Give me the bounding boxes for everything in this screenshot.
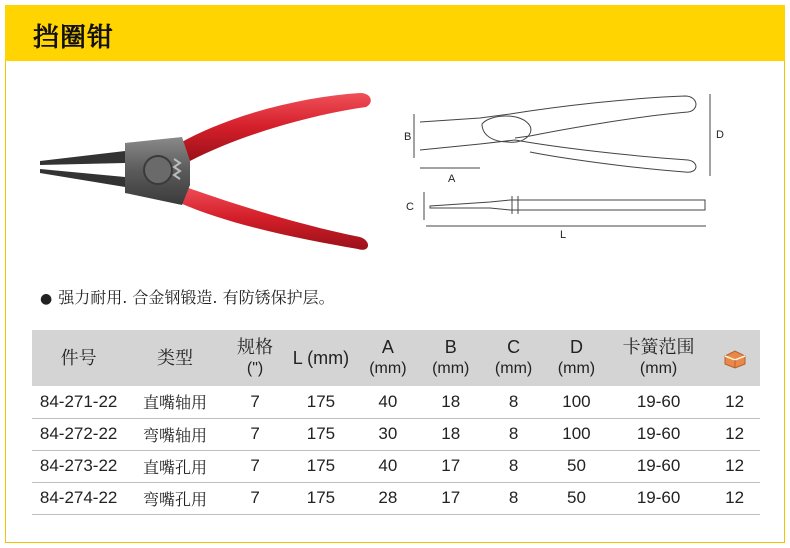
cell-size: 7 (225, 418, 286, 450)
header-type: 类型 (125, 330, 224, 386)
cell-part-no: 84-273-22 (32, 450, 125, 482)
cell-c: 8 (482, 418, 545, 450)
cell-b: 18 (419, 418, 482, 450)
cell-a: 30 (356, 418, 419, 450)
cell-b: 17 (419, 482, 482, 514)
cell-type: 直嘴轴用 (125, 386, 224, 418)
cell-box-qty: 12 (709, 418, 760, 450)
header-box (709, 330, 760, 386)
cell-box-qty: 12 (709, 482, 760, 514)
header-b: B (mm) (419, 330, 482, 386)
cell-c: 8 (482, 386, 545, 418)
dim-label-c: C (406, 201, 414, 213)
pivot (144, 156, 172, 184)
page-title: 挡圈钳 (33, 23, 115, 53)
cell-b: 17 (419, 450, 482, 482)
cell-range: 19-60 (608, 450, 709, 482)
lower-handle (180, 185, 368, 250)
dim-label-l: L (560, 229, 567, 241)
cell-range: 19-60 (608, 482, 709, 514)
box-icon (722, 348, 748, 370)
cell-d: 50 (545, 450, 608, 482)
header-size: 规格 (") (225, 330, 286, 386)
spec-table (32, 330, 760, 515)
cell-size: 7 (225, 482, 286, 514)
header-part-no: 件号 (32, 330, 125, 386)
cell-a: 40 (356, 386, 419, 418)
dimension-diagram (400, 88, 740, 248)
table-row (32, 450, 760, 482)
table-row (32, 418, 760, 450)
cell-l: 175 (285, 386, 356, 418)
cell-a: 40 (356, 450, 419, 482)
dim-label-a: A (448, 173, 456, 185)
cell-range: 19-60 (608, 386, 709, 418)
table-row (32, 386, 760, 418)
cell-c: 8 (482, 450, 545, 482)
header-a: A (mm) (356, 330, 419, 386)
cell-b: 18 (419, 386, 482, 418)
cell-l: 175 (285, 418, 356, 450)
cell-c: 8 (482, 482, 545, 514)
feature-text: 强力耐用. 合金钢锻造. 有防锈保护层。 (58, 288, 335, 307)
lower-jaw (40, 169, 125, 187)
header-l: L (mm) (285, 330, 356, 386)
upper-handle (180, 93, 371, 161)
cell-type: 直嘴孔用 (125, 450, 224, 482)
cell-l: 175 (285, 482, 356, 514)
cell-d: 100 (545, 386, 608, 418)
cell-a: 28 (356, 482, 419, 514)
pliers-photo (30, 85, 380, 260)
table-row (32, 482, 760, 514)
cell-part-no: 84-272-22 (32, 418, 125, 450)
cell-type: 弯嘴轴用 (125, 418, 224, 450)
cell-type: 弯嘴孔用 (125, 482, 224, 514)
header-d: D (mm) (545, 330, 608, 386)
title-bar (5, 5, 785, 61)
table-header-row (32, 330, 760, 386)
cell-range: 19-60 (608, 418, 709, 450)
cell-box-qty: 12 (709, 386, 760, 418)
cell-size: 7 (225, 386, 286, 418)
upper-jaw (40, 151, 125, 165)
dim-label-d: D (716, 129, 724, 141)
cell-part-no: 84-271-22 (32, 386, 125, 418)
cell-box-qty: 12 (709, 450, 760, 482)
feature-line (40, 285, 335, 308)
header-range: 卡簧范围 (mm) (608, 330, 709, 386)
cell-d: 100 (545, 418, 608, 450)
header-c: C (mm) (482, 330, 545, 386)
cell-l: 175 (285, 450, 356, 482)
bullet-icon: ● (40, 291, 53, 307)
cell-part-no: 84-274-22 (32, 482, 125, 514)
cell-size: 7 (225, 450, 286, 482)
dim-label-b: B (404, 131, 412, 143)
cell-d: 50 (545, 482, 608, 514)
